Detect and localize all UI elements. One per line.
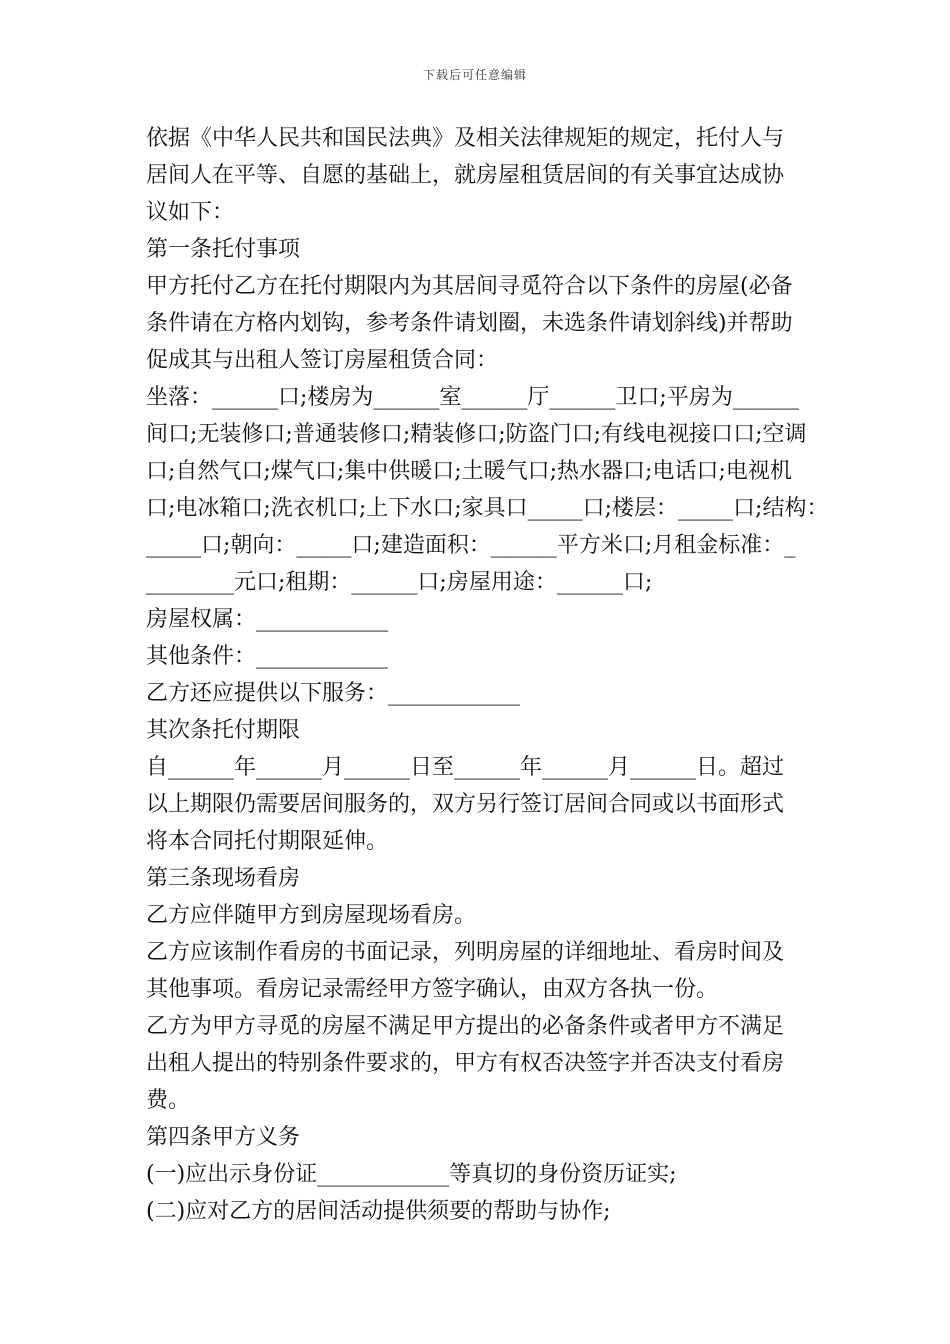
text-line: 乙方还应提供以下服务：____________ [146,681,521,706]
text-line: 依据《中华人民共和国民法典》及相关法律规矩的规定，托付人与 [146,126,785,151]
text-line: 口;电冰箱口;洗衣机口;上下水口;家具口_____口;楼层：_____口;结构： [146,496,829,521]
text-line: 以上期限仍需要居间服务的，双方另行签订居间合同或以书面形式 [146,792,785,817]
document-body [146,120,829,1230]
text-line: 坐落：______口;楼房为______室______厅______卫口;平房为______ [146,385,799,410]
text-line: 间口;无装修口;普通装修口;精装修口;防盗门口;有线电视接口口;空调 [146,422,807,447]
text-line: 将本合同托付期限延伸。 [146,829,389,854]
page-header-note: 下载后可任意编辑 [422,68,527,82]
text-line: 条件请在方格内划钩，参考条件请划圈，未选条件请划斜线)并帮助 [146,311,793,336]
text-line: 乙方应该制作看房的书面记录，列明房屋的详细地址、看房时间及 [146,940,785,965]
text-line: (二)应对乙方的居间活动提供须要的帮助与协作; [146,1199,611,1224]
text-line: 其他事项。看房记录需经甲方签字确认，由双方各执一份。 [146,977,719,1002]
text-line: 房屋权属：____________ [146,607,389,632]
text-line: 其他条件：____________ [146,644,389,669]
section-heading: 第一条托付事项 [146,237,301,262]
text-line: ________元口;租期：______口;房屋用途：______口; [146,570,653,595]
text-line: 甲方托付乙方在托付期限内为其居间寻觅符合以下条件的房屋(必备 [146,274,793,299]
text-line: 议如下： [146,200,235,225]
text-line: 乙方为甲方寻觅的房屋不满足甲方提出的必备条件或者甲方不满足 [146,1014,785,1039]
text-line: 乙方应伴随甲方到房屋现场看房。 [146,903,477,928]
text-line: 居间人在平等、自愿的基础上，就房屋租赁居间的有关事宜达成协 [146,163,785,188]
section-heading: 第三条现场看房 [146,866,301,891]
section-heading: 其次条托付期限 [146,718,301,743]
text-line: (一)应出示身份证____________等真切的身份资历证实; [146,1162,677,1187]
text-line: 出租人提出的特别条件要求的，甲方有权否决签字并否决支付看房 [146,1051,785,1076]
text-line: 自______年______月______日至______年______月______日。超过 [146,755,785,780]
text-line: 费。 [146,1088,191,1113]
text-line: _____口;朝向：_____口;建造面积：______平方米口;月租金标准：_ [146,533,796,558]
text-line: 促成其与出租人签订房屋租赁合同： [146,348,499,373]
text-line: 口;自然气口;煤气口;集中供暖口;土暖气口;热水器口;电话口;电视机 [146,459,792,484]
section-heading: 第四条甲方义务 [146,1125,301,1150]
